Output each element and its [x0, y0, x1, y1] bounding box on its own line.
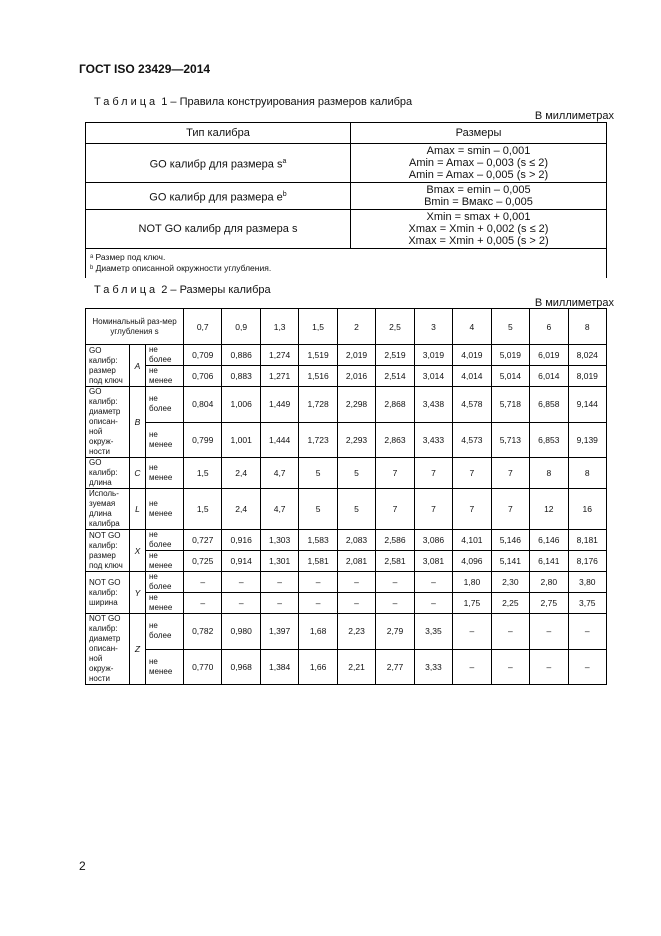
value-cell: – — [299, 572, 337, 593]
group-label: NOT GO калибр: диаметр описан-ной окруж-ности — [86, 614, 130, 685]
value-cell: 4,101 — [453, 530, 491, 551]
value-cell: 7 — [491, 489, 529, 530]
condition-cell: не более — [146, 530, 184, 551]
value-cell: 2,79 — [376, 614, 414, 650]
table2-row — [86, 593, 607, 614]
value-cell: 0,799 — [184, 422, 222, 458]
group-letter: C — [130, 458, 146, 489]
value-cell: 2,75 — [530, 593, 568, 614]
value-cell: 12 — [530, 489, 568, 530]
footnote-a: ᵃ Размер под ключ. — [90, 252, 166, 262]
condition-cell: не менее — [146, 551, 184, 572]
value-cell: – — [414, 593, 452, 614]
value-cell: 3,80 — [568, 572, 606, 593]
value-cell: 2,519 — [376, 345, 414, 366]
size-header-cell: 2,5 — [376, 309, 414, 345]
value-cell: 3,433 — [414, 422, 452, 458]
value-cell: 3,35 — [414, 614, 452, 650]
group-letter: B — [130, 387, 146, 458]
value-cell: 1,274 — [260, 345, 298, 366]
condition-cell: не более — [146, 614, 184, 650]
value-cell: 5,718 — [491, 387, 529, 423]
group-label: GO калибр: диаметр описан-ной окруж-ности — [86, 387, 130, 458]
value-cell: 0,770 — [184, 649, 222, 685]
table1-footnotes — [86, 249, 607, 279]
value-cell: 0,782 — [184, 614, 222, 650]
group-letter: X — [130, 530, 146, 572]
formula-line: Amin = Amax – 0,005 (s > 2) — [408, 169, 549, 181]
value-cell: 5 — [299, 458, 337, 489]
table2-row — [86, 458, 607, 489]
group-letter: Y — [130, 572, 146, 614]
value-cell: – — [414, 572, 452, 593]
value-cell: 2,863 — [376, 422, 414, 458]
table2-unit: В миллиметрах — [534, 297, 614, 309]
group-letter: A — [130, 345, 146, 387]
value-cell: – — [530, 649, 568, 685]
group-label: GO калибр: длина — [86, 458, 130, 489]
value-cell: 1,301 — [260, 551, 298, 572]
value-cell: 4,573 — [453, 422, 491, 458]
size-header-cell: 8 — [568, 309, 606, 345]
table2-gauge-dimensions — [85, 308, 607, 685]
value-cell: 2,514 — [376, 366, 414, 387]
value-cell: 1,80 — [453, 572, 491, 593]
value-cell: 5 — [337, 458, 375, 489]
table2-row — [86, 366, 607, 387]
size-header-cell: 1,5 — [299, 309, 337, 345]
value-cell: 3,086 — [414, 530, 452, 551]
value-cell: 3,019 — [414, 345, 452, 366]
table2-row — [86, 489, 607, 530]
table1-caption-label: Таблица — [94, 96, 159, 108]
value-cell: 4,019 — [453, 345, 491, 366]
value-cell: 0,706 — [184, 366, 222, 387]
value-cell: 0,725 — [184, 551, 222, 572]
value-cell: 4,7 — [260, 458, 298, 489]
value-cell: 3,33 — [414, 649, 452, 685]
value-cell: 8,024 — [568, 345, 606, 366]
formula-line: Amax = smin – 0,001 — [426, 145, 531, 157]
value-cell: 4,7 — [260, 489, 298, 530]
value-cell: 7 — [414, 489, 452, 530]
value-cell: 1,397 — [260, 614, 298, 650]
table2-header-row — [86, 309, 607, 345]
value-cell: – — [184, 572, 222, 593]
value-cell: – — [376, 572, 414, 593]
value-cell: 5 — [299, 489, 337, 530]
value-cell: 2,77 — [376, 649, 414, 685]
table2-size-header: Номинальный раз-мер углубления s — [86, 309, 184, 345]
value-cell: 9,139 — [568, 422, 606, 458]
condition-cell: не более — [146, 387, 184, 423]
value-cell: 6,146 — [530, 530, 568, 551]
value-cell: 1,728 — [299, 387, 337, 423]
value-cell: 2,25 — [491, 593, 529, 614]
value-cell: – — [568, 614, 606, 650]
value-cell: – — [491, 614, 529, 650]
table1-row-formulas — [351, 144, 607, 183]
value-cell: 2,019 — [337, 345, 375, 366]
table1-caption-number: 1 — [161, 96, 168, 108]
value-cell: 1,5 — [184, 489, 222, 530]
table2-caption-label: Таблица — [94, 284, 159, 296]
group-label: GO калибр: размер под ключ — [86, 345, 130, 387]
value-cell: – — [184, 593, 222, 614]
group-letter: Z — [130, 614, 146, 685]
size-header-cell: 0,9 — [222, 309, 260, 345]
value-cell: 1,444 — [260, 422, 298, 458]
value-cell: 2,868 — [376, 387, 414, 423]
value-cell: 7 — [453, 489, 491, 530]
value-cell: 1,006 — [222, 387, 260, 423]
value-cell: 2,081 — [337, 551, 375, 572]
formula-line: Xmin = smax + 0,001 — [426, 211, 531, 223]
group-label: Исполь-зуемая длина калибра — [86, 489, 130, 530]
footnote-ref: b — [282, 190, 287, 198]
value-cell: 2,581 — [376, 551, 414, 572]
value-cell: 2,586 — [376, 530, 414, 551]
condition-cell: не менее — [146, 649, 184, 685]
value-cell: 1,271 — [260, 366, 298, 387]
value-cell: 2,016 — [337, 366, 375, 387]
row-label-text: NOT GO калибр для размера s — [138, 223, 298, 235]
table2-caption-number: 2 — [161, 284, 168, 296]
value-cell: 3,081 — [414, 551, 452, 572]
value-cell: – — [337, 593, 375, 614]
formula-line: Amin = Amax – 0,003 (s ≤ 2) — [408, 157, 548, 169]
value-cell: 7 — [491, 458, 529, 489]
value-cell: 1,449 — [260, 387, 298, 423]
document-header: ГОСТ ISO 23429—2014 — [79, 62, 211, 76]
value-cell: 1,581 — [299, 551, 337, 572]
value-cell: 2,21 — [337, 649, 375, 685]
page-number: 2 — [79, 859, 86, 873]
value-cell: 0,968 — [222, 649, 260, 685]
value-cell: – — [337, 572, 375, 593]
table1-gauge-rules — [85, 122, 607, 278]
table2-row — [86, 422, 607, 458]
size-header-cell: 4 — [453, 309, 491, 345]
size-header-cell: 2 — [337, 309, 375, 345]
value-cell: 2,30 — [491, 572, 529, 593]
value-cell: 2,298 — [337, 387, 375, 423]
value-cell: 3,014 — [414, 366, 452, 387]
value-cell: 2,4 — [222, 458, 260, 489]
value-cell: 0,727 — [184, 530, 222, 551]
value-cell: 2,4 — [222, 489, 260, 530]
value-cell: – — [491, 649, 529, 685]
table1-col-type-header: Тип калибра — [86, 123, 351, 144]
table1-caption — [94, 96, 412, 108]
table1-row — [86, 210, 607, 249]
value-cell: 2,293 — [337, 422, 375, 458]
value-cell: 1,5 — [184, 458, 222, 489]
formula-line: Xmax = Xmin + 0,002 (s ≤ 2) — [408, 223, 549, 235]
value-cell: 0,883 — [222, 366, 260, 387]
group-label: NOT GO калибр: размер под ключ — [86, 530, 130, 572]
value-cell: 16 — [568, 489, 606, 530]
value-cell: – — [260, 593, 298, 614]
value-cell: 4,014 — [453, 366, 491, 387]
value-cell: – — [453, 614, 491, 650]
value-cell: 0,980 — [222, 614, 260, 650]
size-header-cell: 0,7 — [184, 309, 222, 345]
value-cell: 7 — [453, 458, 491, 489]
value-cell: 4,578 — [453, 387, 491, 423]
value-cell: 7 — [376, 489, 414, 530]
value-cell: 8,176 — [568, 551, 606, 572]
value-cell: 1,68 — [299, 614, 337, 650]
value-cell: 8 — [568, 458, 606, 489]
value-cell: 6,858 — [530, 387, 568, 423]
table1-caption-text: – Правила конструирования размеров калибра — [170, 96, 413, 108]
table2-row — [86, 345, 607, 366]
value-cell: 1,303 — [260, 530, 298, 551]
table2-row — [86, 387, 607, 423]
value-cell: 2,23 — [337, 614, 375, 650]
condition-cell: не менее — [146, 422, 184, 458]
value-cell: 8 — [530, 458, 568, 489]
table2-row — [86, 614, 607, 650]
value-cell: 1,384 — [260, 649, 298, 685]
table1-unit: В миллиметрах — [534, 110, 614, 122]
value-cell: 8,019 — [568, 366, 606, 387]
value-cell: – — [222, 593, 260, 614]
table2-row — [86, 572, 607, 593]
condition-cell: не менее — [146, 458, 184, 489]
condition-cell: не менее — [146, 366, 184, 387]
value-cell: 0,916 — [222, 530, 260, 551]
condition-cell: не более — [146, 572, 184, 593]
value-cell: – — [530, 614, 568, 650]
table1-header-row — [86, 123, 607, 144]
size-header-cell: 5 — [491, 309, 529, 345]
value-cell: 1,75 — [453, 593, 491, 614]
value-cell: 2,80 — [530, 572, 568, 593]
table1-row-formulas — [351, 210, 607, 249]
value-cell: 7 — [376, 458, 414, 489]
condition-cell: не менее — [146, 489, 184, 530]
table1-row-label — [86, 144, 351, 183]
value-cell: 9,144 — [568, 387, 606, 423]
group-label: NOT GO калибр: ширина — [86, 572, 130, 614]
table1-row-formulas — [351, 183, 607, 210]
value-cell: 5,019 — [491, 345, 529, 366]
value-cell: 3,75 — [568, 593, 606, 614]
value-cell: 1,001 — [222, 422, 260, 458]
value-cell: 1,519 — [299, 345, 337, 366]
table2-caption-text: – Размеры калибра — [170, 284, 271, 296]
table1-row — [86, 183, 607, 210]
table2-row — [86, 649, 607, 685]
value-cell: 1,583 — [299, 530, 337, 551]
value-cell: – — [260, 572, 298, 593]
value-cell: – — [222, 572, 260, 593]
value-cell: 0,804 — [184, 387, 222, 423]
value-cell: 8,181 — [568, 530, 606, 551]
size-header-cell: 1,3 — [260, 309, 298, 345]
value-cell: 6,019 — [530, 345, 568, 366]
value-cell: – — [376, 593, 414, 614]
value-cell: – — [453, 649, 491, 685]
condition-cell: не более — [146, 345, 184, 366]
size-header-cell: 6 — [530, 309, 568, 345]
row-label-text: GO калибр для размера s — [149, 158, 283, 171]
footnote-b: ᵇ Диаметр описанной окружности углубления. — [90, 263, 272, 273]
table1-col-dimensions-header: Размеры — [351, 123, 607, 144]
footnote-ref: a — [282, 157, 287, 165]
value-cell: 1,516 — [299, 366, 337, 387]
value-cell: 5,713 — [491, 422, 529, 458]
formula-line: Bmin = Bмакс – 0,005 — [424, 196, 533, 208]
value-cell: 4,096 — [453, 551, 491, 572]
formula-line: Bmax = emin – 0,005 — [426, 184, 531, 196]
value-cell: 2,083 — [337, 530, 375, 551]
value-cell: 1,723 — [299, 422, 337, 458]
group-letter: L — [130, 489, 146, 530]
condition-cell: не менее — [146, 593, 184, 614]
value-cell: – — [299, 593, 337, 614]
table1-row-label — [86, 183, 351, 210]
footnotes-cell — [86, 249, 607, 279]
formula-line: Xmax = Xmin + 0,005 (s > 2) — [408, 235, 549, 247]
value-cell: 6,141 — [530, 551, 568, 572]
value-cell: 5,014 — [491, 366, 529, 387]
row-label-text: GO калибр для размера e — [149, 191, 283, 204]
value-cell: 0,709 — [184, 345, 222, 366]
value-cell: – — [568, 649, 606, 685]
value-cell: 5,141 — [491, 551, 529, 572]
table1-row-label — [86, 210, 351, 249]
value-cell: 5 — [337, 489, 375, 530]
value-cell: 6,853 — [530, 422, 568, 458]
value-cell: 0,914 — [222, 551, 260, 572]
table2-row — [86, 530, 607, 551]
value-cell: 5,146 — [491, 530, 529, 551]
value-cell: 1,66 — [299, 649, 337, 685]
value-cell: 3,438 — [414, 387, 452, 423]
table2-caption — [94, 284, 271, 296]
value-cell: 0,886 — [222, 345, 260, 366]
table1-row — [86, 144, 607, 183]
size-header-cell: 3 — [414, 309, 452, 345]
value-cell: 6,014 — [530, 366, 568, 387]
value-cell: 7 — [414, 458, 452, 489]
table2-row — [86, 551, 607, 572]
